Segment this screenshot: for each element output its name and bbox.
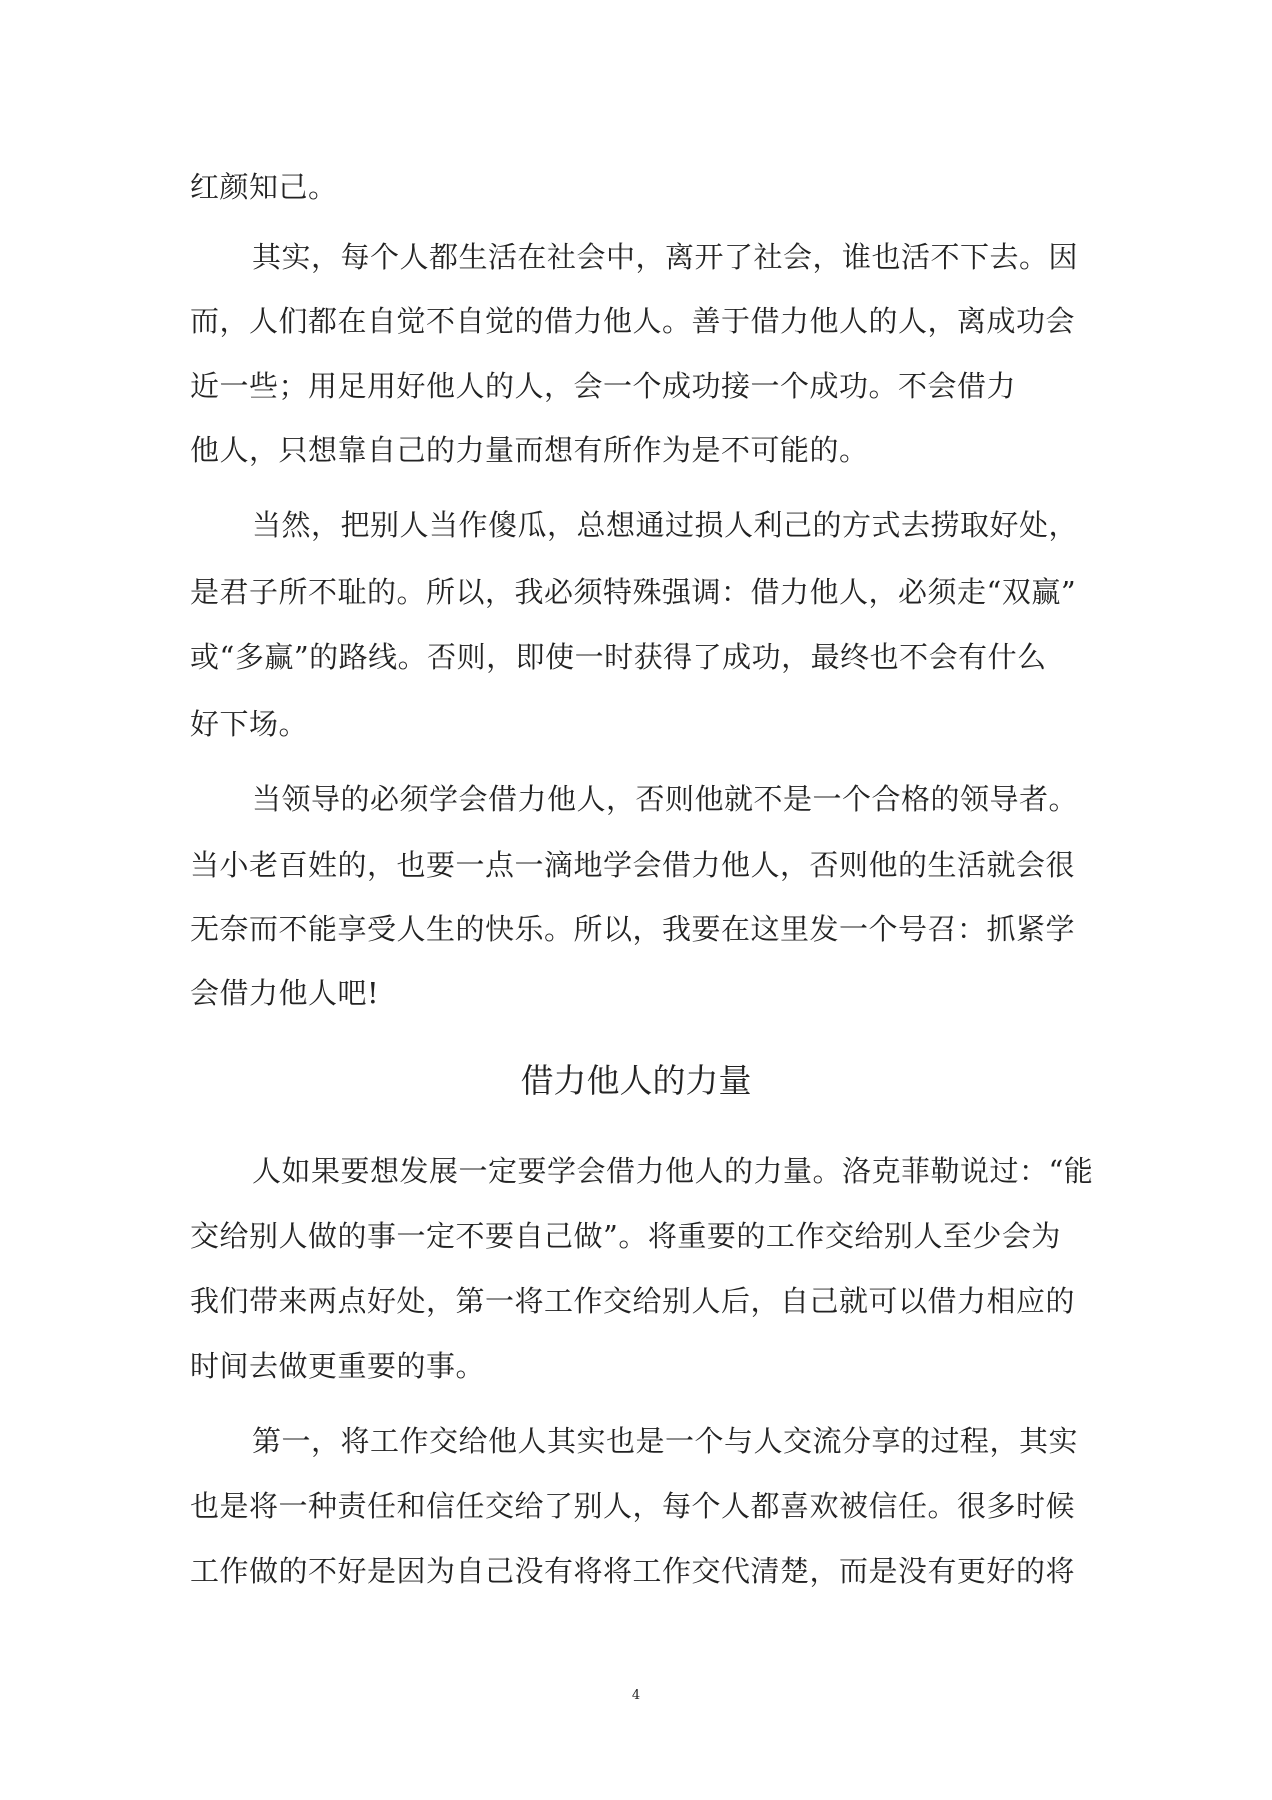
paragraph-4-line-3: 无奈而不能享受人生的快乐。所以，我要在这里发一个号召：抓紧学 [190,912,1076,946]
paragraph-3-line-2: 是君子所不耻的。所以，我必须特殊强调：借力他人，必须走“双赢” [190,575,1077,609]
page-number: 4 [631,1688,641,1703]
paragraph-6-line-3: 工作做的不好是因为自己没有将将工作交代清楚，而是没有更好的将 [190,1554,1076,1588]
paragraph-2-line-4: 他人，只想靠自己的力量而想有所作为是不可能的。 [190,433,869,467]
paragraph-5-line-3: 我们带来两点好处，第一将工作交给别人后，自己就可以借力相应的 [190,1284,1076,1318]
paragraph-3-line-1: 当然，把别人当作傻瓜，总想通过损人利己的方式去捞取好处， [252,508,1079,542]
paragraph-5-line-1: 人如果要想发展一定要学会借力他人的力量。洛克菲勒说过：“能 [252,1154,1094,1188]
paragraph-5-line-2: 交给别人做的事一定不要自己做”。将重要的工作交给别人至少会为 [190,1219,1061,1253]
paragraph-4-line-2: 当小老百姓的，也要一点一滴地学会借力他人，否则他的生活就会很 [190,848,1076,882]
paragraph-3-line-4: 好下场。 [190,707,309,741]
section-title: 借力他人的力量 [520,1061,752,1100]
paragraph-3-line-3: 或“多赢”的路线。否则，即使一时获得了成功，最终也不会有什么 [190,640,1047,674]
paragraph-4-line-1: 当领导的必须学会借力他人，否则他就不是一个合格的领导者。 [252,782,1079,816]
paragraph-1-line-1: 红颜知己。 [190,170,338,204]
paragraph-5-line-4: 时间去做更重要的事。 [190,1349,486,1383]
paragraph-2-line-3: 近一些；用足用好他人的人，会一个成功接一个成功。不会借力 [190,369,1017,403]
paragraph-2-line-2: 而，人们都在自觉不自觉的借力他人。善于借力他人的人，离成功会 [190,304,1076,338]
paragraph-6-line-2: 也是将一种责任和信任交给了别人，每个人都喜欢被信任。很多时候 [190,1489,1076,1523]
paragraph-4-line-4: 会借力他人吧! [190,976,380,1010]
paragraph-6-line-1: 第一，将工作交给他人其实也是一个与人交流分享的过程，其实 [252,1424,1079,1458]
paragraph-2-line-1: 其实，每个人都生活在社会中，离开了社会，谁也活不下去。因 [252,240,1079,274]
